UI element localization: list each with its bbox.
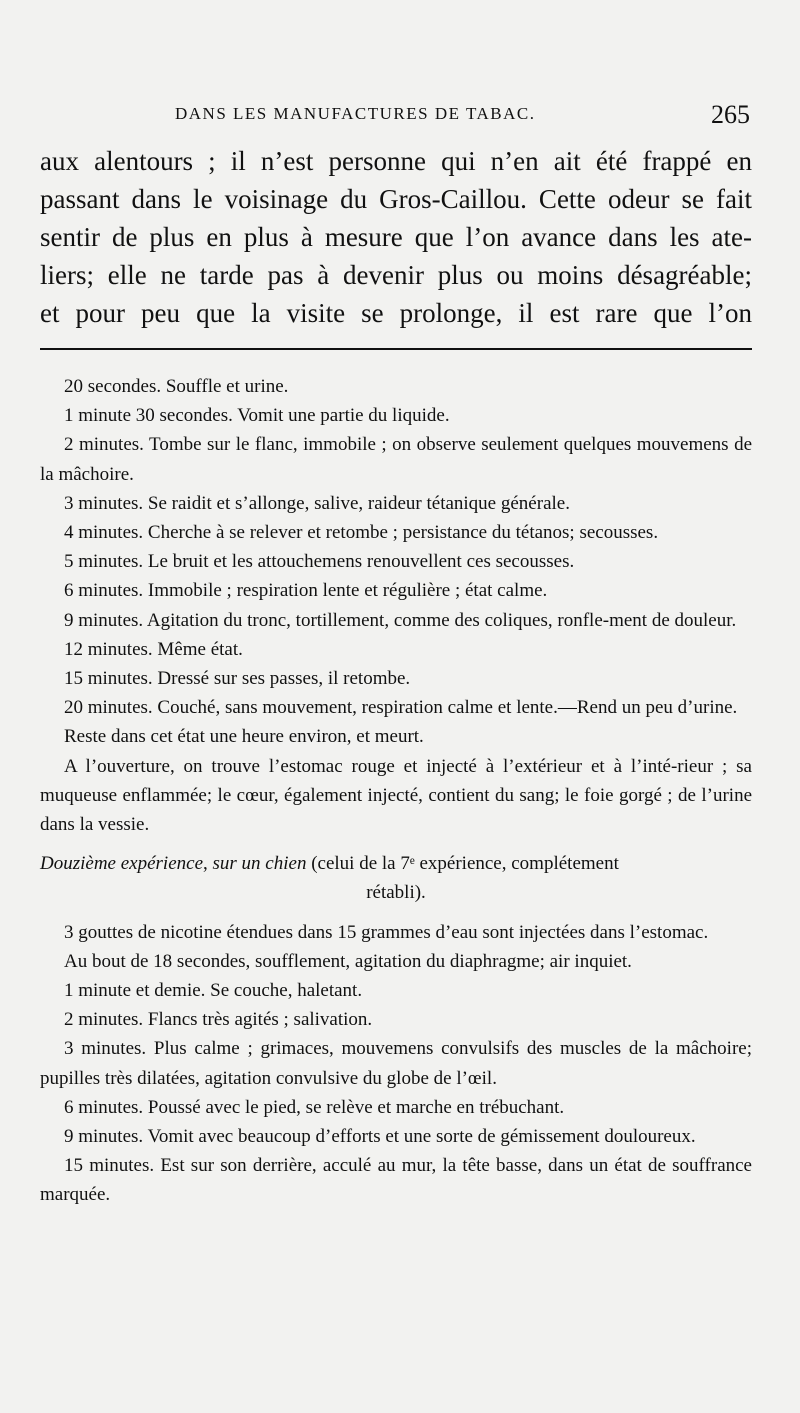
note-paragraph: Au bout de 18 secondes, soufflement, agitation du diaphragme; air inquiet. [64, 950, 632, 972]
heading-continuation: rétabli). [366, 882, 426, 904]
note-paragraph: 3 gouttes de nicotine étendues dans 15 grammes d’eau sont injectées dans l’estomac. [64, 921, 709, 943]
main-text-line: sentir de plus en plus à mesure que l’on avance dans les ate- [40, 222, 752, 252]
note-paragraph: 1 minute et demie. Se couche, haletant. [64, 980, 363, 1002]
main-text-line: aux alentours ; il n’est personne qui n’en ait été frappé en [40, 146, 752, 176]
note-paragraph: Reste dans cet état une heure environ, et meurt. [64, 726, 424, 748]
footnote-divider [40, 348, 752, 350]
note-paragraph: 6 minutes. Poussé avec le pied, se relève et marche en trébuchant. [64, 1096, 565, 1118]
note-paragraph: 3 minutes. Plus calme ; grimaces, mouvemens convulsifs des muscles de la mâchoire; pupilles très dilatées, agitation convulsive du globe de l’œil. [40, 1038, 752, 1089]
experiment-heading [40, 849, 752, 878]
main-text-line: et pour peu que la visite se prolonge, il est rare que l’on [40, 298, 752, 328]
heading-separator: , [203, 853, 213, 875]
note-paragraph: 9 minutes. Agitation du tronc, tortillement, comme des coliques, ronfle-ment de douleur. [64, 609, 737, 631]
page-header [40, 100, 760, 136]
spacer [40, 839, 752, 849]
note-paragraph: 5 minutes. Le bruit et les attouchemens renouvellent ces secousses. [64, 551, 575, 573]
footnote-block [40, 372, 752, 1210]
note-paragraph: 6 minutes. Immobile ; respiration lente et régulière ; état calme. [64, 580, 548, 602]
main-text-line: liers; elle ne tarde pas à devenir plus ou moins désagréable; [40, 260, 752, 290]
note-paragraph: 15 minutes. Dressé sur ses passes, il retombe. [64, 668, 411, 690]
note-paragraph: 2 minutes. Flancs très agités ; salivation. [64, 1009, 373, 1031]
experiment-subject: sur un chien [212, 853, 307, 875]
spacer [40, 908, 752, 918]
note-paragraph: 20 secondes. Souffle et urine. [64, 376, 289, 397]
note-paragraph: 15 minutes. Est sur son derrière, acculé au mur, la tête basse, dans un état de souffrance marquée. [40, 1155, 752, 1206]
note-paragraph: 12 minutes. Même état. [64, 638, 243, 660]
note-paragraph: A l’ouverture, on trouve l’estomac rouge et injecté à l’extérieur et à l’inté-rieur ; sa muqueuse enflammée; le cœur, également injecté, contient du sang; le foie gorgé ; de l’urine dans la vessie. [40, 755, 752, 836]
note-paragraph: 9 minutes. Vomit avec beaucoup d’efforts et une sorte de gémissement douloureux. [64, 1126, 696, 1148]
page-number: 265 [711, 100, 750, 129]
note-paragraph: 2 minutes. Tombe sur le flanc, immobile ; on observe seulement quelques mouvemens de la mâchoire. [40, 434, 752, 485]
heading-detail: (celui de la 7ᵉ expérience, complétement [306, 853, 619, 875]
main-text-line: passant dans le voisinage du Gros-Caillou. Cette odeur se fait [40, 184, 752, 214]
running-title: DANS LES MANUFACTURES DE TABAC. [175, 104, 536, 123]
note-paragraph: 3 minutes. Se raidit et s’allonge, salive, raideur tétanique générale. [64, 492, 570, 514]
main-text [40, 142, 752, 332]
experiment-title: Douzième expérience [40, 853, 204, 875]
note-paragraph: 1 minute 30 secondes. Vomit une partie du liquide. [64, 405, 450, 427]
note-paragraph: 4 minutes. Cherche à se relever et retombe ; persistance du tétanos; secousses. [64, 522, 659, 544]
note-paragraph: 20 minutes. Couché, sans mouvement, respiration calme et lente.—Rend un peu d’urine. [64, 697, 738, 719]
